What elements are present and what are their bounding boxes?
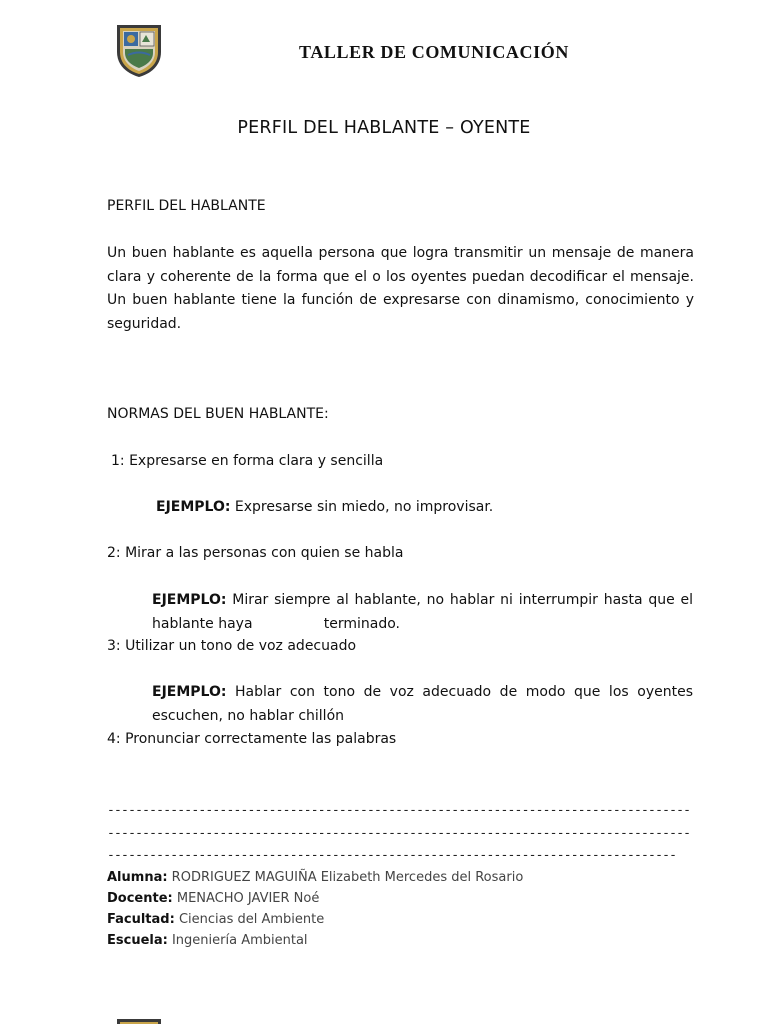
facultad-label: Facultad: bbox=[107, 912, 175, 927]
example-1-label: EJEMPLO: bbox=[156, 499, 231, 515]
dashed-separator: ------------------------------------------------------------------------------------------------------------------------------------------------------------------------------------------------------------------------------------------------------- bbox=[107, 803, 691, 863]
docente-label: Docente: bbox=[107, 891, 173, 906]
escuela-row bbox=[107, 930, 308, 951]
docente-value: MENACHO JAVIER Noé bbox=[172, 891, 320, 906]
alumna-value: RODRIGUEZ MAGUIÑA Elizabeth Mercedes del Rosario bbox=[167, 870, 524, 885]
example-3-label: EJEMPLO: bbox=[152, 684, 227, 700]
example-2 bbox=[152, 589, 698, 636]
section-heading-normas: NORMAS DEL BUEN HABLANTE: bbox=[107, 406, 329, 422]
university-shield-icon-bottom bbox=[114, 1016, 164, 1024]
example-1 bbox=[156, 496, 493, 520]
rule-3: 3: Utilizar un tono de voz adecuado bbox=[107, 638, 357, 654]
escuela-label: Escuela: bbox=[107, 933, 168, 948]
example-2-label: EJEMPLO: bbox=[152, 592, 227, 608]
example-3-text: Hablar con tono de voz adecuado de modo que los oyentes escuchen, no hablar chillón bbox=[152, 684, 693, 724]
facultad-row bbox=[107, 909, 324, 930]
example-3 bbox=[152, 681, 693, 728]
rule-2: 2: Mirar a las personas con quien se habla bbox=[107, 545, 404, 561]
alumna-row bbox=[107, 867, 523, 888]
escuela-value: Ingeniería Ambiental bbox=[167, 933, 308, 948]
example-1-text: Expresarse sin miedo, no improvisar. bbox=[230, 499, 494, 515]
rule-4: 4: Pronunciar correctamente las palabras bbox=[107, 731, 397, 747]
alumna-label: Alumna: bbox=[107, 870, 168, 885]
section-heading-perfil: PERFIL DEL HABLANTE bbox=[107, 198, 266, 214]
facultad-value: Ciencias del Ambiente bbox=[174, 912, 325, 927]
perfil-paragraph: Un buen hablante es aquella persona que logra transmitir un mensaje de manera clara y coherente de la forma que el o los oyentes puedan decodificar el mensaje. Un buen hablante tiene la función de expresarse con dinamismo, conocimiento y seguridad. bbox=[107, 245, 694, 332]
docente-row bbox=[107, 888, 319, 909]
header-title: TALLER DE COMUNICACIÓN bbox=[299, 42, 569, 62]
document-title: PERFIL DEL HABLANTE – OYENTE bbox=[237, 118, 531, 138]
rule-1: 1: Expresarse en forma clara y sencilla bbox=[111, 453, 384, 469]
example-2-text: Mirar siempre al hablante, no hablar ni interrumpir hasta que el hablante haya terminado. bbox=[152, 592, 698, 632]
